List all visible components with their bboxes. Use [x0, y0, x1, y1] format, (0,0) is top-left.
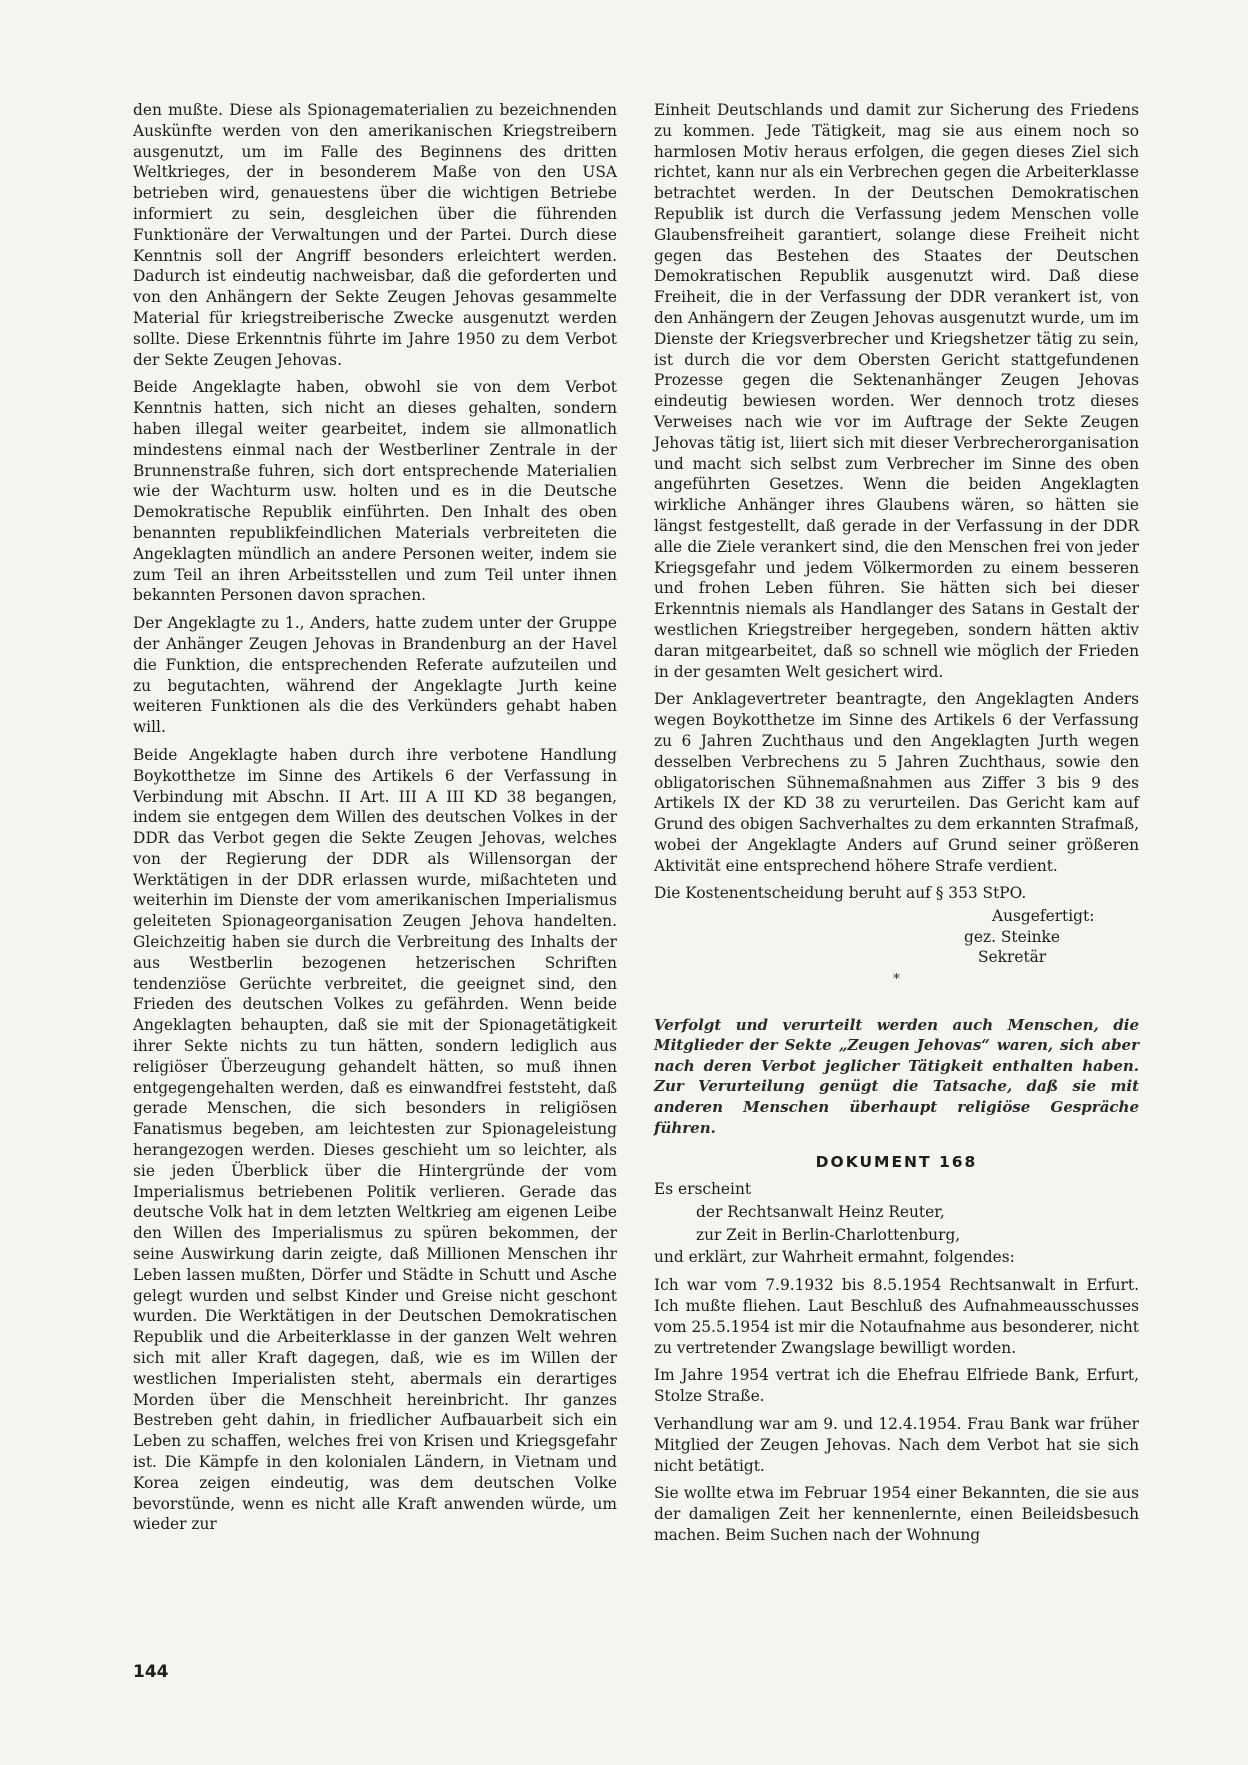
paragraph: Ich war vom 7.9.1932 bis 8.5.1954 Rechtsanwalt in Erfurt. Ich mußte fliehen. Laut Beschluß des Aufnahmeausschusses vom 25.5.1954 ist mir die Notaufnahme aus besonderer, nicht zu vertretender Zwangslage bewilligt worden. [654, 1276, 1139, 1357]
paragraph: Die Kostenentscheidung beruht auf § 353 StPO. [654, 884, 1027, 903]
intro-indented-line: zur Zeit in Berlin-Charlottenburg, [696, 1225, 961, 1244]
paragraph: Der Anklagevertreter beantragte, den Angeklagten Anders wegen Boykotthetze im Sinne des Artikels 6 der Verfassung zu 6 Jahren Zuchthaus und den Angeklagten Jurth wegen desselben Verbrechens zu 5 Jahren Zuchthaus, sowie den obligatorischen Sühnemaßnahmen aus Ziffer 3 bis 9 des Artikels IX der KD 38 zu verurteilen. Das Gericht kam auf Grund des obigen Sachverhaltes zu dem erkannten Strafmaß, wobei der Angeklagte Anders auf Grund seiner größeren Aktivität eine entsprechend höhere Strafe verdient. [654, 690, 1139, 875]
intro-line: Es erscheint [654, 1179, 752, 1198]
paragraph: Beide Angeklagte haben durch ihre verbotene Handlung Boykotthetze im Sinne des Artikels 6 der Verfassung in Verbindung mit Abschn. II Art. III A III KD 38 begangen, indem sie entgegen dem Willen des deutschen Volkes in der DDR das Verbot gegen die Sekte Zeugen Jehovas, welches von der Regierung der DDR als Willensorgan der Werktätigen in der DDR erlassen wurde, mißachteten und weiterhin im Dienste der vom amerikanischen Imperialismus geleiteten Spionageorganisation Zeugen Jehova handelten. Gleichzeitig haben sie durch die Verbreitung des Inhalts der aus Westberlin bezogenen hetzerischen Schriften tendenziöse Gerüchte verbreitet, die geeignet sind, den Frieden des deutschen Volkes zu gefährden. Wenn beide Angeklagten behaupten, daß sie mit der Spionagetätigkeit ihrer Sekte nichts zu tun hätten, sondern lediglich aus religiöser Überzeugung gehandelt hätten, so muß ihnen entgegengehalten werden, daß es einwandfrei feststeht, daß gerade Menschen, die sich besonders in religiösen Fanatismus begeben, am leichtesten zur Spionageleistung herangezogen werden. Dieses geschieht um so leichter, als sie jeden Überblick über die Hintergründe der vom Imperialismus betriebenen Politik verlieren. Gerade das deutsche Volk hat in dem letzten Weltkrieg am eigenen Leibe den Willen des Imperialismus zu spüren bekommen, der seine Auswirkung darin zeigte, daß Millionen Menschen ihr Leben lassen mußten, Dörfer und Städte in Schutt und Asche gelegt wurden und selbst Kinder und Greise nicht geschont wurden. Die Werktätigen in der Deutschen Demokratischen Republik und die Arbeiterklasse in der ganzen Welt wehren sich mit aller Kraft dagegen, daß, wie es im Willen der westlichen Imperialisten steht, abermals ein derartiges Morden über die Menschheit hereinbricht. Ihr ganzes Bestreben geht dahin, in friedlicher Aufbauarbeit sich ein Leben zu schaffen, welches frei von Krisen und Kriegsgefahr ist. Die Kämpfe in den kolonialen Ländern, in Vietnam und Korea zeigen eindeutig, was dem deutschen Volke bevorstünde, wenn es nicht alle Kraft anwenden würde, um wieder zur [133, 745, 617, 1534]
right-column [654, 100, 1139, 1553]
paragraph: Beide Angeklagte haben, obwohl sie von dem Verbot Kenntnis hatten, sich nicht an dieses gehalten, sondern haben illegal weiter gearbeitet, indem sie allmonatlich mindestens einmal nach der Westberliner Zentrale in der Brunnenstraße fuhren, sich dort entsprechende Materialien wie der Wachturm usw. holten und es in die Deutsche Demokratische Republik einführten. Den Inhalt des oben benannten republikfeindlichen Materials verbreiteten die Angeklagten mündlich an andere Personen weiter, indem sie zum Teil an ihren Arbeitsstellen und zum Teil unter ihnen bekannten Personen davon sprachen. [133, 378, 617, 605]
separator-star: * [893, 971, 900, 987]
intro-line: und erklärt, zur Wahrheit ermahnt, folgendes: [654, 1248, 1015, 1267]
left-column [133, 100, 617, 1542]
paragraph: Sie wollte etwa im Februar 1954 einer Bekannten, die sie aus der damaligen Zeit her kennenlernte, einen Beileidsbesuch machen. Beim Suchen nach der Wohnung [654, 1484, 1139, 1544]
signature-line: Sekretär [978, 948, 1047, 967]
editorial-note: Verfolgt und verurteilt werden auch Menschen, die Mitglieder der Sekte „Zeugen Jehovas“ waren, sich aber nach deren Verbot jeglicher Tätigkeit enthalten haben. Zur Verurteilung genügt die Tatsache, daß sie mit anderen Menschen überhaupt religiöse Gespräche führen. [654, 1015, 1139, 1137]
paragraph: Einheit Deutschlands und damit zur Sicherung des Friedens zu kommen. Jede Tätigkeit, mag sie aus einem noch so harmlosen Motiv heraus erfolgen, die gegen dieses Ziel sich richtet, kann nur als ein Verbrechen gegen die Arbeiterklasse betrachtet werden. In der Deutschen Demokratischen Republik ist durch die Verfassung jedem Menschen volle Glaubensfreiheit garantiert, solange diese Freiheit nicht gegen das Bestehen des Staates der Deutschen Demokratischen Republik ausgenutzt wird. Daß diese Freiheit, die in der Verfassung der DDR verankert ist, von den Anhängern der Zeugen Jehovas ausgenutzt wurde, um im Dienste der Kriegsverbrecher und Kriegshetzer tätig zu sein, ist durch die vor dem Obersten Gericht stattgefundenen Prozesse gegen die Sektenanhänger Zeugen Jehovas eindeutig bewiesen worden. Wer dennoch trotz dieses Verweises nach wie vor im Auftrage der Sekte Zeugen Jehovas tätig ist, liiert sich mit dieser Verbrecherorganisation und macht sich selbst zum Verbrecher im Sinne des oben angeführten Gesetzes. Wenn die beiden Angeklagten wirkliche Anhänger ihres Glaubens wären, so hätten sie längst festgestellt, daß gerade in der Verfassung in der DDR alle die Ziele verankert sind, die den Menschen frei von jeder Kriegsgefahr und jedem Völkermorden zu einem besseren und frohen Leben führen. Sie hätten sich bei dieser Erkenntnis niemals als Handlanger des Satans in Gestalt der westlichen Kriegstreiber hergegeben, sondern hätten aktiv daran mitgearbeitet, daß so schnell wie möglich der Frieden in der gesamten Welt gesichert wird. [654, 101, 1139, 681]
paragraph: Verhandlung war am 9. und 12.4.1954. Frau Bank war früher Mitglied der Zeugen Jehovas. Nach dem Verbot hat sie sich nicht betätigt. [654, 1414, 1139, 1475]
document-heading: DOKUMENT 168 [815, 1153, 978, 1172]
paragraph: den mußte. Diese als Spionagematerialien zu bezeichnenden Auskünfte werden von den amerikanischen Kriegstreibern ausgenutzt, um im Falle des Beginnens des dritten Weltkrieges, der in besonderem Maße von den USA betrieben wird, genauestens über die wichtigen Betriebe informiert zu sein, desgleichen über die führenden Funktionäre der Verwaltungen und der Partei. Durch diese Kenntnis soll der Angriff besonders erleichtert werden. Dadurch ist eindeutig nachweisbar, daß die geforderten und von den Anhängern der Sekte Zeugen Jehovas gesammelte Material für kriegstreiberische Zwecke ausgenutzt werden sollte. Diese Erkenntnis führte im Jahre 1950 zu dem Verbot der Sekte Zeugen Jehovas. [133, 101, 617, 369]
intro-indented-line: der Rechtsanwalt Heinz Reuter, [696, 1202, 945, 1221]
page-number: 144 [133, 1662, 169, 1682]
signature-line: gez. Steinke [964, 927, 1060, 946]
paragraph: Im Jahre 1954 vertrat ich die Ehefrau Elfriede Bank, Erfurt, Stolze Straße. [654, 1366, 1139, 1406]
signature-line: Ausgefertigt: [992, 907, 1095, 926]
paragraph: Der Angeklagte zu 1., Anders, hatte zudem unter der Gruppe der Anhänger Zeugen Jehovas in Brandenburg an der Havel die Funktion, die entsprechenden Referate aufzuteilen und zu begutachten, während der Angeklagte Jurth keine weiteren Funktionen als die des Verkünders gehabt haben will. [133, 614, 617, 737]
